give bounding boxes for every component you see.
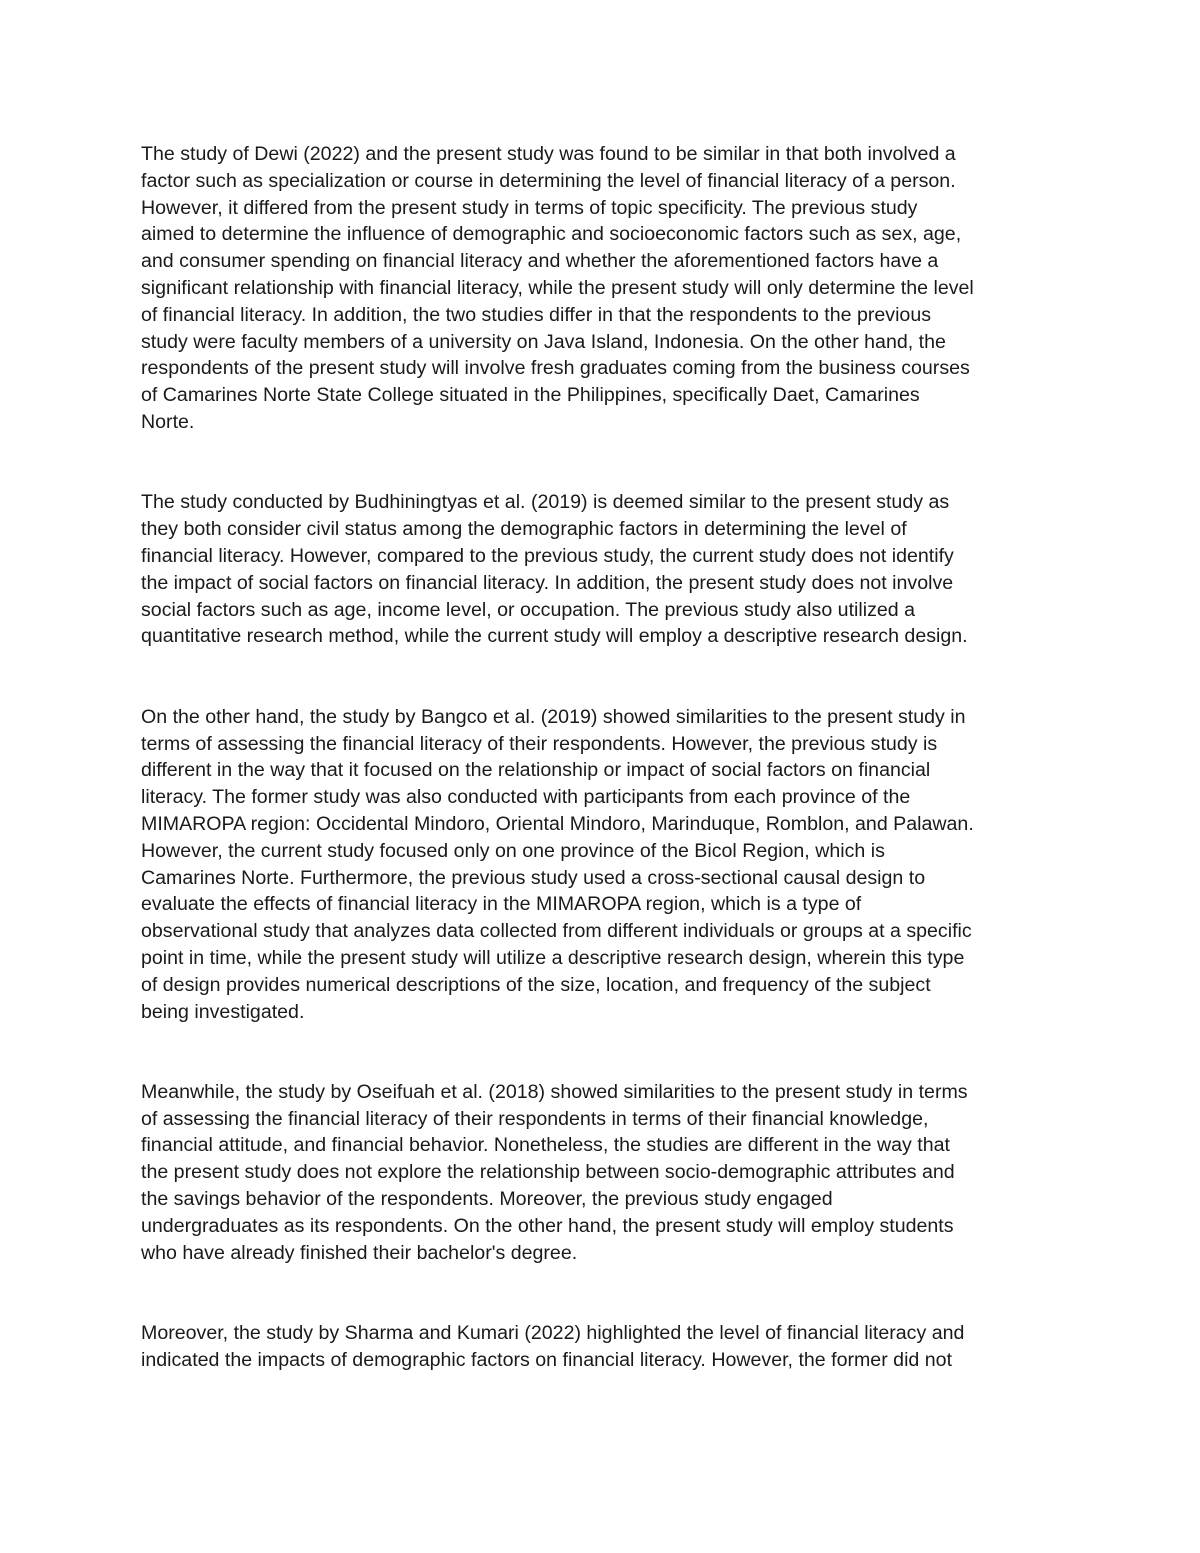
paragraph-budhiningtyas-comparison: The study conducted by Budhiningtyas et al. (2019) is deemed similar to the present study as they both consider civil status among the demographic factors in determining the level of financial literacy. However, compared to the previous study, the current study does not identify the impact of social factors on financial literacy. In addition, the present study does not involve social factors such as age, income level, or occupation. The previous study also utilized a quantitative research method, while the current study will employ a descriptive research design. xyxy=(141,491,968,648)
document-body xyxy=(141,141,1066,1374)
paragraph-sharma-kumari-comparison: Moreover, the study by Sharma and Kumari (2022) highlighted the level of financial literacy and indicated the impacts of demographic factors on financial literacy. However, the former did not xyxy=(141,1322,965,1371)
paragraph-oseifuah-comparison: Meanwhile, the study by Oseifuah et al. (2018) showed similarities to the present study in terms of assessing the financial literacy of their respondents in terms of their financial knowledge, financial attitude, and financial behavior. Nonetheless, the studies are different in the way that the present study does not explore the relationship between socio-demographic attributes and the savings behavior of the respondents. Moreover, the previous study engaged undergraduates as its respondents. On the other hand, the present study will employ students who have already finished their bachelor's degree. xyxy=(141,1080,968,1264)
paragraph-bangco-comparison: On the other hand, the study by Bangco et al. (2019) showed similarities to the present study in terms of assessing the financial literacy of their respondents. However, the previous study is different in the way that it focused on the relationship or impact of social factors on financial literacy. The former study was also conducted with participants from each province of the MIMAROPA region: Occidental Mindoro, Oriental Mindoro, Marinduque, Romblon, and Palawan. However, the current study focused only on one province of the Bicol Region, which is Camarines Norte. Furthermore, the previous study used a cross-sectional causal design to evaluate the effects of financial literacy in the MIMAROPA region, which is a type of observational study that analyzes data collected from different individuals or groups at a specific point in time, while the present study will utilize a descriptive research design, wherein this type of design provides numerical descriptions of the size, location, and frequency of the subject being investigated. xyxy=(141,705,974,1023)
paragraph-dewi-comparison: The study of Dewi (2022) and the present study was found to be similar in that both involved a factor such as specialization or course in determining the level of financial literacy of a person. However, it differed from the present study in terms of topic specificity. The previous study aimed to determine the influence of demographic and socioeconomic factors such as sex, age, and consumer spending on financial literacy and whether the aforementioned factors have a significant relationship with financial literacy, while the present study will only determine the level of financial literacy. In addition, the two studies differ in that the respondents to the previous study were faculty members of a university on Java Island, Indonesia. On the other hand, the respondents of the present study will involve fresh graduates coming from the business courses of Camarines Norte State College situated in the Philippines, specifically Daet, Camarines Norte. xyxy=(141,143,974,433)
